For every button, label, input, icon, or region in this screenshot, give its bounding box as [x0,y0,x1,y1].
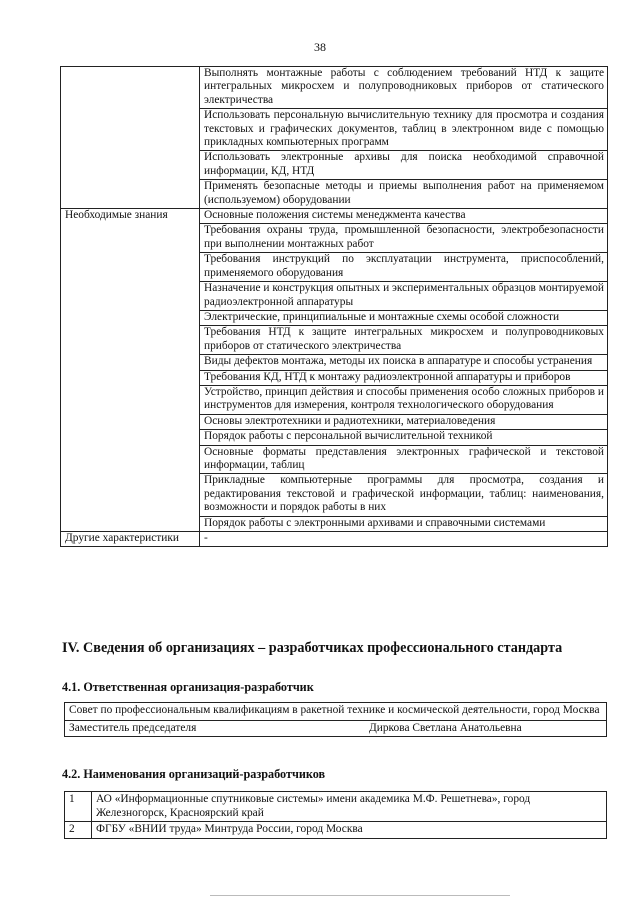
bottom-divider [210,895,510,896]
developer-name: ФГБУ «ВНИИ труда» Минтруда России, город Москва [92,822,607,839]
signatory-position: Заместитель председателя [69,721,197,734]
developers-table [64,791,607,839]
skills-row-item: Использовать электронные архивы для поиска необходимой справочной информации, КД, НТД [200,151,608,180]
skills-row-item: Применять безопасные методы и приемы выполнения работ на применяемом (используемом) оборудовании [200,180,608,209]
skills-table-row [61,67,608,109]
developer-row [65,822,607,839]
developer-number: 1 [65,792,92,822]
skills-row-item: Требования инструкций по эксплуатации инструмента, приспособлений, применяемого оборудования [200,253,608,282]
developers-heading: 4.2. Наименования организаций-разработчиков [62,767,326,781]
developer-number: 2 [65,822,92,839]
skills-row-item: Порядок работы с электронными архивами и справочными системами [200,516,608,531]
skills-row-item: Электрические, принципиальные и монтажные схемы особой сложности [200,310,608,325]
section-title: IV. Сведения об организациях – разработчиках профессионального стандарта [62,640,563,656]
skills-row-item: Назначение и конструкция опытных и экспериментальных образцов монтируемой радиоэлектронной аппаратуры [200,282,608,311]
skills-table-row [61,532,608,547]
skills-row-item: Требования НТД к защите интегральных микросхем и полупроводниковых приборов от статического электричества [200,326,608,355]
responsible-heading: 4.1. Ответственная организация-разработчик [62,680,314,694]
skills-row-label: Необходимые знания [61,209,200,532]
skills-row-item: Основы электротехники и радиотехники, материаловедения [200,414,608,429]
developer-row [65,792,607,822]
skills-row-item: Выполнять монтажные работы с соблюдением требований НТД к защите интегральных микросхем и полупроводниковых приборов от статического электричества [200,67,608,109]
skills-row-item: Требования охраны труда, промышленной безопасности, электробезопасности при выполнении монтажных работ [200,224,608,253]
responsible-organization-name: Совет по профессиональным квалификациям в ракетной технике и космической деятельности, город Москва [65,703,606,721]
skills-row-item: Основные форматы представления электронных графической и текстовой информации, таблиц [200,445,608,474]
skills-table-row [61,209,608,224]
skills-row-item: Основные положения системы менеджмента качества [200,209,608,224]
skills-row-item: Прикладные компьютерные программы для просмотра, создания и редактирования текстовой и графической информации, таблиц: наименования, возможности и порядок работы в них [200,474,608,516]
skills-row-item: Порядок работы с персональной вычислительной техникой [200,430,608,445]
skills-row-item: Требования КД, НТД к монтажу радиоэлектронной аппаратуры и приборов [200,370,608,385]
responsible-organization-box [64,702,607,737]
skills-row-label: Другие характеристики [61,532,200,547]
skills-row-item: - [200,532,608,547]
skills-row-item: Устройство, принцип действия и способы применения особо сложных приборов и инструментов для измерения, контроля технологического оборудования [200,385,608,414]
skills-row-label [61,67,200,209]
page-number: 38 [314,40,326,54]
developer-name: АО «Информационные спутниковые системы» имени академика М.Ф. Решетнева», город Железногорск, Красноярский край [92,792,607,822]
responsible-signatory [65,721,606,737]
skills-table [60,66,608,547]
signatory-name: Диркова Светлана Анатольевна [369,721,522,734]
skills-row-item: Виды дефектов монтажа, методы их поиска в аппаратуре и способы устранения [200,355,608,370]
skills-row-item: Использовать персональную вычислительную технику для просмотра и создания текстовых и графических документов, таблиц в электронном виде с помощью прикладных компьютерных программ [200,109,608,151]
